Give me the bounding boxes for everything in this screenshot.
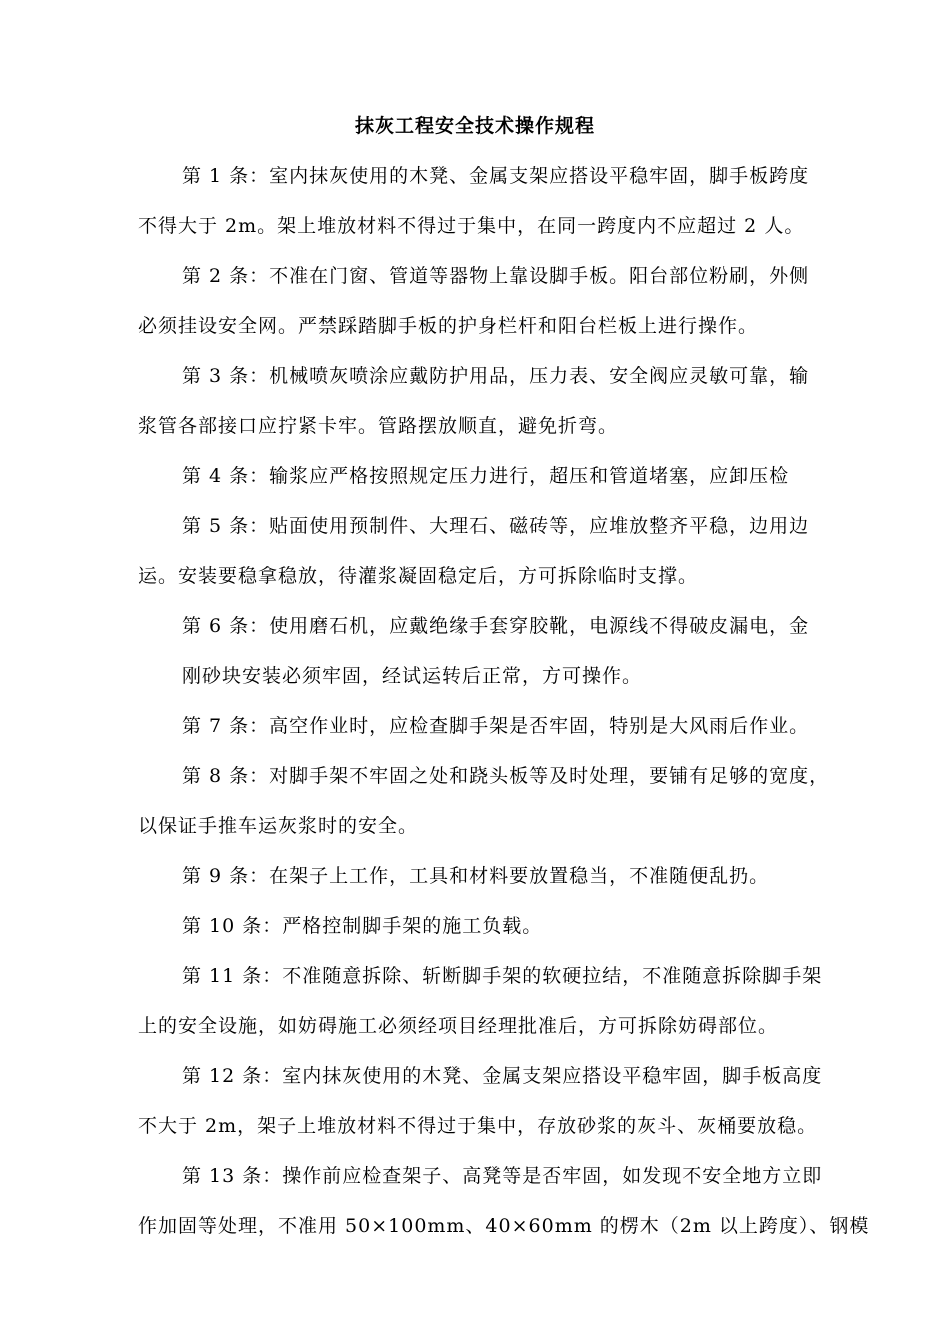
document-body xyxy=(138,158,890,1258)
text-line: 第 2 条：不准在门窗、管道等器物上靠设脚手板。阳台部位粉刷，外侧 xyxy=(182,265,810,287)
text-line: 第 4 条：输浆应严格按照规定压力进行，超压和管道堵塞，应卸压检 xyxy=(182,465,790,487)
text-line: 浆管各部接口应拧紧卡牢。管路摆放顺直，避免折弯。 xyxy=(138,415,619,437)
text-line: 第 11 条：不准随意拆除、斩断脚手架的软硬拉结，不准随意拆除脚手架 xyxy=(182,965,823,987)
text-line: 第 5 条：贴面使用预制件、大理石、磁砖等，应堆放整齐平稳，边用边 xyxy=(182,515,810,537)
text-line: 上的安全设施，如妨碍施工必须经项目经理批准后，方可拆除妨碍部位。 xyxy=(138,1015,779,1037)
text-line: 运。安装要稳拿稳放，待灌浆凝固稳定后，方可拆除临时支撑。 xyxy=(138,565,699,587)
text-line: 必须挂设安全网。严禁踩踏脚手板的护身栏杆和阳台栏板上进行操作。 xyxy=(138,315,759,337)
text-line: 第 13 条：操作前应检查架子、高凳等是否牢固，如发现不安全地方立即 xyxy=(182,1165,823,1187)
text-line: 第 1 条：室内抹灰使用的木凳、金属支架应搭设平稳牢固，脚手板跨度 xyxy=(182,165,810,187)
text-line: 作加固等处理，不准用 50×100mm、40×60mm 的楞木（2m 以上跨度）、钢模 xyxy=(138,1215,870,1237)
text-line: 第 9 条：在架子上工作，工具和材料要放置稳当，不准随便乱扔。 xyxy=(182,865,770,887)
text-line: 不大于 2m，架子上堆放材料不得过于集中，存放砂浆的灰斗、灰桶要放稳。 xyxy=(138,1115,818,1137)
text-line: 第 6 条：使用磨石机，应戴绝缘手套穿胶靴，电源线不得破皮漏电，金 xyxy=(182,615,810,637)
text-line: 不得大于 2m。架上堆放材料不得过于集中，在同一跨度内不应超过 2 人。 xyxy=(138,215,805,237)
text-line: 以保证手推车运灰浆时的安全。 xyxy=(138,815,419,837)
text-line: 第 10 条：严格控制脚手架的施工负载。 xyxy=(182,915,543,937)
text-line: 刚砂块安装必须牢固，经试运转后正常，方可操作。 xyxy=(182,665,643,687)
text-line: 第 8 条：对脚手架不牢固之处和跷头板等及时处理，要铺有足够的宽度， xyxy=(182,765,830,787)
text-line: 第 7 条：高空作业时，应检查脚手架是否牢固，特别是大风雨后作业。 xyxy=(182,715,810,737)
text-line: 第 3 条：机械喷灰喷涂应戴防护用品，压力表、安全阀应灵敏可靠，输 xyxy=(182,365,810,387)
document-title: 抹灰工程安全技术操作规程 xyxy=(354,115,595,137)
text-line: 第 12 条：室内抹灰使用的木凳、金属支架应搭设平稳牢固，脚手板高度 xyxy=(182,1065,823,1087)
